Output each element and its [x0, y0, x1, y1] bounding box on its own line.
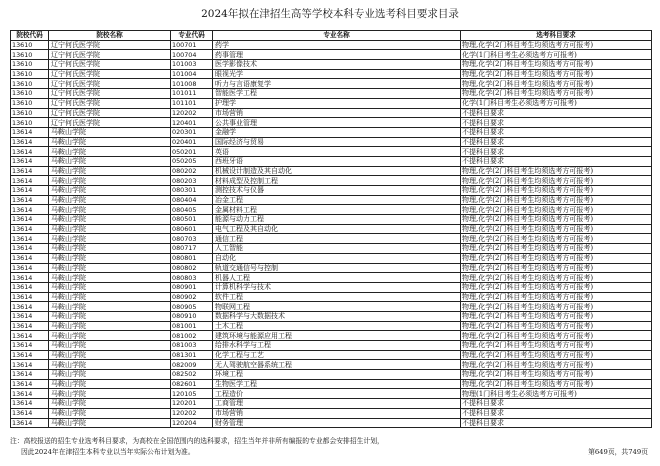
school-name-cell: 马鞍山学院 [49, 331, 171, 341]
major-code-cell: 080404 [171, 195, 213, 205]
school-code-cell: 13610 [11, 118, 49, 128]
school-name-cell: 马鞍山学院 [49, 205, 171, 215]
major-name-cell: 能源与动力工程 [213, 215, 461, 225]
table-body [11, 40, 652, 428]
school-code-cell: 13614 [11, 408, 49, 418]
major-name-cell: 软件工程 [213, 292, 461, 302]
header-school-code: 院校代码 [11, 31, 49, 41]
major-code-cell: 081003 [171, 341, 213, 351]
table-row [11, 147, 652, 157]
school-name-cell: 马鞍山学院 [49, 234, 171, 244]
major-name-cell: 电气工程及其自动化 [213, 224, 461, 234]
major-name-cell: 机械设计制造及其自动化 [213, 166, 461, 176]
table-row [11, 302, 652, 312]
subject-requirement-cell: 不提科目要求 [461, 137, 652, 147]
major-code-cell: 082601 [171, 379, 213, 389]
major-code-cell: 080301 [171, 186, 213, 196]
subject-requirement-cell: 不提科目要求 [461, 156, 652, 166]
subject-requirement-cell: 物理,化学(2门科目考生均须选考方可报考) [461, 282, 652, 292]
footnote-line-2: 因此2024年在津招生本科专业以当年实际公布计划为准。 [21, 448, 195, 456]
school-name-cell: 马鞍山学院 [49, 350, 171, 360]
subject-requirement-cell: 物理,化学(2门科目考生均须选考方可报考) [461, 379, 652, 389]
table-row [11, 195, 652, 205]
table-row [11, 370, 652, 380]
school-code-cell: 13614 [11, 224, 49, 234]
school-name-cell: 辽宁何氏医学院 [49, 60, 171, 70]
school-name-cell: 马鞍山学院 [49, 176, 171, 186]
header-subject-requirement: 选考科目要求 [461, 31, 652, 41]
major-code-cell: 080801 [171, 253, 213, 263]
header-school-name: 院校名称 [49, 31, 171, 41]
school-code-cell: 13610 [11, 98, 49, 108]
major-code-cell: 101011 [171, 89, 213, 99]
school-code-cell: 13614 [11, 156, 49, 166]
major-name-cell: 工程造价 [213, 389, 461, 399]
school-code-cell: 13610 [11, 108, 49, 118]
major-name-cell: 护理学 [213, 98, 461, 108]
table-row [11, 379, 652, 389]
major-name-cell: 金融学 [213, 127, 461, 137]
school-code-cell: 13614 [11, 176, 49, 186]
table-row [11, 156, 652, 166]
major-name-cell: 国际经济与贸易 [213, 137, 461, 147]
major-code-cell: 080910 [171, 311, 213, 321]
school-code-cell: 13610 [11, 89, 49, 99]
school-code-cell: 13614 [11, 418, 49, 428]
table-row [11, 399, 652, 409]
major-code-cell: 050201 [171, 147, 213, 157]
major-code-cell: 120105 [171, 389, 213, 399]
school-code-cell: 13610 [11, 40, 49, 50]
major-name-cell: 听力与言语康复学 [213, 79, 461, 89]
subject-requirement-cell: 物理,化学(2门科目考生均须选考方可报考) [461, 263, 652, 273]
major-name-cell: 材料成型及控制工程 [213, 176, 461, 186]
major-code-cell: 120401 [171, 118, 213, 128]
major-code-cell: 120202 [171, 408, 213, 418]
major-name-cell: 药学 [213, 40, 461, 50]
table-row [11, 186, 652, 196]
school-code-cell: 13614 [11, 147, 49, 157]
school-code-cell: 13614 [11, 195, 49, 205]
subject-requirement-cell: 不提科目要求 [461, 108, 652, 118]
table-row [11, 69, 652, 79]
major-name-cell: 通信工程 [213, 234, 461, 244]
subject-requirement-cell: 不提科目要求 [461, 118, 652, 128]
document-title: 2024年拟在津招生高等学校本科专业选考科目要求目录 [201, 8, 459, 20]
table-row [11, 127, 652, 137]
major-code-cell: 050205 [171, 156, 213, 166]
school-name-cell: 马鞍山学院 [49, 195, 171, 205]
major-name-cell: 眼视光学 [213, 69, 461, 79]
school-name-cell: 马鞍山学院 [49, 215, 171, 225]
table-row [11, 389, 652, 399]
school-name-cell: 马鞍山学院 [49, 186, 171, 196]
school-name-cell: 马鞍山学院 [49, 147, 171, 157]
major-code-cell: 080902 [171, 292, 213, 302]
major-name-cell: 自动化 [213, 253, 461, 263]
subject-requirement-cell: 不提科目要求 [461, 127, 652, 137]
table-row [11, 331, 652, 341]
major-name-cell: 医学影像技术 [213, 60, 461, 70]
table-row [11, 263, 652, 273]
major-code-cell: 020401 [171, 137, 213, 147]
major-name-cell: 药事管理 [213, 50, 461, 60]
subject-requirement-cell: 不提科目要求 [461, 399, 652, 409]
school-code-cell: 13614 [11, 311, 49, 321]
school-name-cell: 马鞍山学院 [49, 166, 171, 176]
major-code-cell: 080601 [171, 224, 213, 234]
school-name-cell: 马鞍山学院 [49, 370, 171, 380]
school-code-cell: 13614 [11, 263, 49, 273]
school-code-cell: 13610 [11, 79, 49, 89]
table-row [11, 137, 652, 147]
table-row [11, 215, 652, 225]
major-name-cell: 人工智能 [213, 244, 461, 254]
major-name-cell: 机器人工程 [213, 273, 461, 283]
school-name-cell: 马鞍山学院 [49, 273, 171, 283]
subject-requirement-cell: 物理,化学(2门科目考生均须选考方可报考) [461, 350, 652, 360]
school-code-cell: 13614 [11, 273, 49, 283]
table-row [11, 108, 652, 118]
major-code-cell: 081301 [171, 350, 213, 360]
subject-requirement-cell: 不提科目要求 [461, 147, 652, 157]
school-name-cell: 辽宁何氏医学院 [49, 79, 171, 89]
table-row [11, 118, 652, 128]
major-code-cell: 080202 [171, 166, 213, 176]
major-name-cell: 建筑环境与能源应用工程 [213, 331, 461, 341]
school-name-cell: 马鞍山学院 [49, 408, 171, 418]
subject-requirement-cell: 物理,化学(2门科目考生均须选考方可报考) [461, 244, 652, 254]
table-row [11, 321, 652, 331]
school-name-cell: 马鞍山学院 [49, 302, 171, 312]
school-code-cell: 13614 [11, 370, 49, 380]
page-indicator: 第649页，共749页 [588, 448, 648, 456]
school-code-cell: 13614 [11, 282, 49, 292]
school-name-cell: 马鞍山学院 [49, 341, 171, 351]
major-name-cell: 市场营销 [213, 408, 461, 418]
school-name-cell: 马鞍山学院 [49, 311, 171, 321]
major-name-cell: 市场营销 [213, 108, 461, 118]
major-code-cell: 081001 [171, 321, 213, 331]
table-row [11, 360, 652, 370]
major-name-cell: 计算机科学与技术 [213, 282, 461, 292]
subject-requirement-cell: 物理,化学(2门科目考生均须选考方可报考) [461, 195, 652, 205]
major-name-cell: 智能医学工程 [213, 89, 461, 99]
major-name-cell: 生物医学工程 [213, 379, 461, 389]
school-code-cell: 13614 [11, 379, 49, 389]
school-name-cell: 辽宁何氏医学院 [49, 69, 171, 79]
major-name-cell: 数据科学与大数据技术 [213, 311, 461, 321]
table-row [11, 98, 652, 108]
school-code-cell: 13614 [11, 302, 49, 312]
major-code-cell: 080501 [171, 215, 213, 225]
table-row [11, 292, 652, 302]
table-row [11, 166, 652, 176]
school-code-cell: 13614 [11, 341, 49, 351]
school-code-cell: 13614 [11, 389, 49, 399]
major-code-cell: 120201 [171, 399, 213, 409]
major-code-cell: 101004 [171, 69, 213, 79]
major-code-cell: 100704 [171, 50, 213, 60]
subject-requirement-cell: 物理,化学(2门科目考生均须选考方可报考) [461, 186, 652, 196]
major-name-cell: 环境工程 [213, 370, 461, 380]
requirements-table [10, 30, 652, 428]
table-row [11, 311, 652, 321]
major-name-cell: 财务管理 [213, 418, 461, 428]
school-code-cell: 13614 [11, 350, 49, 360]
school-name-cell: 马鞍山学院 [49, 224, 171, 234]
table-row [11, 50, 652, 60]
subject-requirement-cell: 化学(1门科目考生必须选考方可报考) [461, 98, 652, 108]
subject-requirement-cell: 物理,化学(2门科目考生均须选考方可报考) [461, 370, 652, 380]
table-header-row [11, 31, 652, 41]
major-code-cell: 020301 [171, 127, 213, 137]
subject-requirement-cell: 物理,化学(2门科目考生均须选考方可报考) [461, 69, 652, 79]
table-row [11, 244, 652, 254]
school-code-cell: 13614 [11, 215, 49, 225]
table-row [11, 79, 652, 89]
table-row [11, 60, 652, 70]
major-code-cell: 080905 [171, 302, 213, 312]
major-code-cell: 082502 [171, 370, 213, 380]
major-name-cell: 测控技术与仪器 [213, 186, 461, 196]
subject-requirement-cell: 物理,化学(2门科目考生均须选考方可报考) [461, 205, 652, 215]
footnote-line-1: 注：高校报送的招生专业选考科目要求，为高校在全国范围内的选科要求，招生当年并非所有编报的专业都会安排招生计划， [10, 437, 384, 445]
major-name-cell: 金属材料工程 [213, 205, 461, 215]
major-name-cell: 无人驾驶航空器系统工程 [213, 360, 461, 370]
major-name-cell: 冶金工程 [213, 195, 461, 205]
school-code-cell: 13614 [11, 331, 49, 341]
table-row [11, 273, 652, 283]
subject-requirement-cell: 物理,化学(2门科目考生均须选考方可报考) [461, 331, 652, 341]
header-major-code: 专业代码 [171, 31, 213, 41]
school-code-cell: 13610 [11, 69, 49, 79]
major-code-cell: 080803 [171, 273, 213, 283]
subject-requirement-cell: 化学(1门科目考生必须选考方可报考) [461, 50, 652, 60]
major-code-cell: 101008 [171, 79, 213, 89]
table-row [11, 89, 652, 99]
school-name-cell: 马鞍山学院 [49, 292, 171, 302]
subject-requirement-cell: 物理,化学(2门科目考生均须选考方可报考) [461, 89, 652, 99]
major-code-cell: 080802 [171, 263, 213, 273]
subject-requirement-cell: 物理,化学(2门科目考生均须选考方可报考) [461, 302, 652, 312]
subject-requirement-cell: 物理,化学(2门科目考生均须选考方可报考) [461, 60, 652, 70]
major-code-cell: 081002 [171, 331, 213, 341]
school-name-cell: 辽宁何氏医学院 [49, 108, 171, 118]
table-row [11, 408, 652, 418]
subject-requirement-cell: 物理(1门科目考生必须选考方可报考) [461, 389, 652, 399]
major-code-cell: 100701 [171, 40, 213, 50]
major-code-cell: 080703 [171, 234, 213, 244]
school-code-cell: 13614 [11, 205, 49, 215]
subject-requirement-cell: 物理,化学(2门科目考生均须选考方可报考) [461, 311, 652, 321]
subject-requirement-cell: 物理,化学(2门科目考生均须选考方可报考) [461, 341, 652, 351]
major-code-cell: 101003 [171, 60, 213, 70]
major-name-cell: 物联网工程 [213, 302, 461, 312]
school-name-cell: 马鞍山学院 [49, 263, 171, 273]
subject-requirement-cell: 物理,化学(2门科目考生均须选考方可报考) [461, 166, 652, 176]
table-row [11, 224, 652, 234]
subject-requirement-cell: 物理,化学(2门科目考生均须选考方可报考) [461, 215, 652, 225]
major-code-cell: 080405 [171, 205, 213, 215]
school-code-cell: 13614 [11, 127, 49, 137]
school-code-cell: 13614 [11, 186, 49, 196]
school-code-cell: 13614 [11, 292, 49, 302]
school-code-cell: 13610 [11, 50, 49, 60]
school-code-cell: 13614 [11, 360, 49, 370]
school-name-cell: 辽宁何氏医学院 [49, 118, 171, 128]
school-name-cell: 马鞍山学院 [49, 399, 171, 409]
school-name-cell: 辽宁何氏医学院 [49, 89, 171, 99]
school-code-cell: 13614 [11, 244, 49, 254]
school-name-cell: 马鞍山学院 [49, 360, 171, 370]
major-name-cell: 西班牙语 [213, 156, 461, 166]
school-code-cell: 13610 [11, 60, 49, 70]
major-code-cell: 101101 [171, 98, 213, 108]
major-code-cell: 120204 [171, 418, 213, 428]
subject-requirement-cell: 物理,化学(2门科目考生均须选考方可报考) [461, 253, 652, 263]
school-name-cell: 马鞍山学院 [49, 389, 171, 399]
school-code-cell: 13614 [11, 166, 49, 176]
table-row [11, 253, 652, 263]
school-name-cell: 马鞍山学院 [49, 137, 171, 147]
school-name-cell: 辽宁何氏医学院 [49, 40, 171, 50]
table-row [11, 341, 652, 351]
school-code-cell: 13614 [11, 399, 49, 409]
table-row [11, 350, 652, 360]
header-major-name: 专业名称 [213, 31, 461, 41]
major-name-cell: 工商管理 [213, 399, 461, 409]
major-name-cell: 轨道交通信号与控制 [213, 263, 461, 273]
table-row [11, 40, 652, 50]
school-name-cell: 马鞍山学院 [49, 321, 171, 331]
table-row [11, 234, 652, 244]
school-name-cell: 马鞍山学院 [49, 418, 171, 428]
school-code-cell: 13614 [11, 234, 49, 244]
school-code-cell: 13614 [11, 321, 49, 331]
subject-requirement-cell: 不提科目要求 [461, 418, 652, 428]
major-name-cell: 给排水科学与工程 [213, 341, 461, 351]
major-code-cell: 080901 [171, 282, 213, 292]
major-name-cell: 公共事业管理 [213, 118, 461, 128]
subject-requirement-cell: 物理,化学(2门科目考生均须选考方可报考) [461, 79, 652, 89]
table-row [11, 205, 652, 215]
table-row [11, 176, 652, 186]
school-name-cell: 辽宁何氏医学院 [49, 50, 171, 60]
major-code-cell: 082009 [171, 360, 213, 370]
subject-requirement-cell: 物理,化学(2门科目考生均须选考方可报考) [461, 224, 652, 234]
subject-requirement-cell: 物理,化学(2门科目考生均须选考方可报考) [461, 321, 652, 331]
subject-requirement-cell: 物理,化学(2门科目考生均须选考方可报考) [461, 273, 652, 283]
subject-requirement-cell: 物理,化学(2门科目考生均须选考方可报考) [461, 234, 652, 244]
school-name-cell: 马鞍山学院 [49, 127, 171, 137]
major-code-cell: 120202 [171, 108, 213, 118]
school-code-cell: 13614 [11, 253, 49, 263]
school-name-cell: 辽宁何氏医学院 [49, 98, 171, 108]
major-name-cell: 英语 [213, 147, 461, 157]
school-name-cell: 马鞍山学院 [49, 253, 171, 263]
major-code-cell: 080203 [171, 176, 213, 186]
school-name-cell: 马鞍山学院 [49, 282, 171, 292]
table-row [11, 282, 652, 292]
school-code-cell: 13614 [11, 137, 49, 147]
table-row [11, 418, 652, 428]
subject-requirement-cell: 物理,化学(2门科目考生均须选考方可报考) [461, 176, 652, 186]
major-code-cell: 080717 [171, 244, 213, 254]
subject-requirement-cell: 不提科目要求 [461, 408, 652, 418]
major-name-cell: 化学工程与工艺 [213, 350, 461, 360]
school-name-cell: 马鞍山学院 [49, 244, 171, 254]
subject-requirement-cell: 物理,化学(2门科目考生均须选考方可报考) [461, 360, 652, 370]
major-name-cell: 土木工程 [213, 321, 461, 331]
subject-requirement-cell: 物理,化学(2门科目考生均须选考方可报考) [461, 292, 652, 302]
school-name-cell: 马鞍山学院 [49, 156, 171, 166]
subject-requirement-cell: 物理,化学(2门科目考生均须选考方可报考) [461, 40, 652, 50]
school-name-cell: 马鞍山学院 [49, 379, 171, 389]
